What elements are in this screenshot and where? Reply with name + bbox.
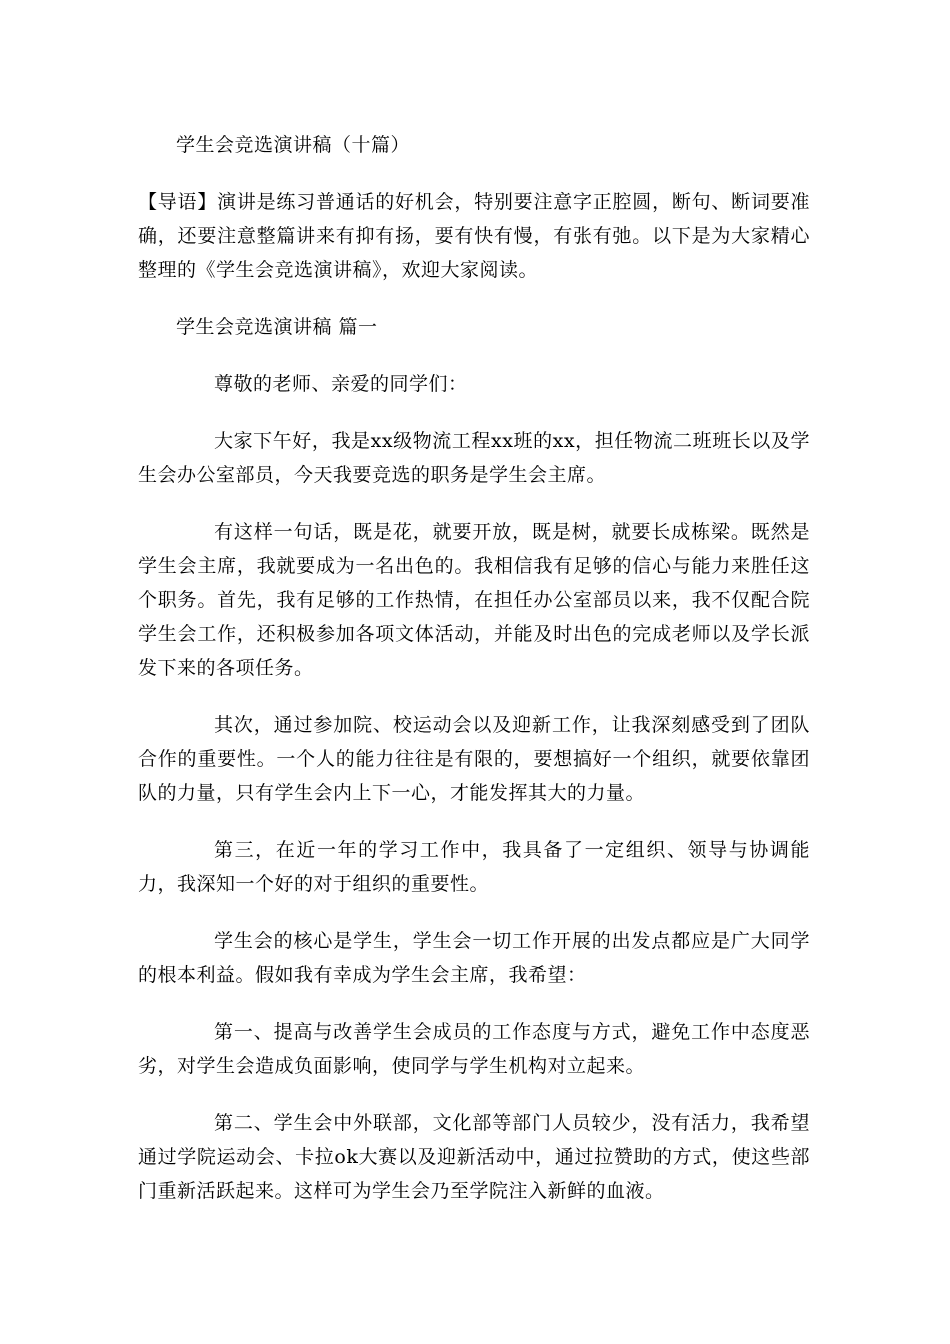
body-paragraph: 其次，通过参加院、校运动会以及迎新工作，让我深刻感受到了团队合作的重要性。一个人的能力往往是有限的，要想搞好一个组织，就要依靠团队的力量，只有学生会内上下一心，才能发挥其大的力量。: [138, 714, 810, 804]
document-body: [138, 128, 810, 1231]
document-title: 学生会竞选演讲稿（十篇）: [176, 134, 411, 156]
body-paragraph: 第二、学生会中外联部，文化部等部门人员较少，没有活力，我希望通过学院运动会、卡拉ok大赛以及迎新活动中，通过拉赞助的方式，使这些部门重新活跃起来。这样可为学生会乃至学院注入新鲜的血液。: [138, 1112, 810, 1202]
intro-paragraph: 【导语】演讲是练习普通话的好机会，特别要注意字正腔圆，断句、断词要准确，还要注意整篇讲来有抑有扬，要有快有慢，有张有弛。以下是为大家精心整理的《学生会竞选演讲稿》，欢迎大家阅读。: [138, 191, 810, 281]
body-paragraph: 学生会的核心是学生，学生会一切工作开展的出发点都应是广大同学的根本利益。假如我有幸成为学生会主席，我希望：: [138, 930, 810, 986]
body-paragraph: 第三，在近一年的学习工作中，我具备了一定组织、领导与协调能力，我深知一个好的对于组织的重要性。: [138, 839, 810, 895]
salutation: 尊敬的老师、亲爱的同学们：: [214, 373, 468, 395]
body-paragraph: 有这样一句话，既是花，就要开放，既是树，就要长成栋梁。既然是学生会主席，我就要成为一名出色的。我相信我有足够的信心与能力来胜任这个职务。首先，我有足够的工作热情，在担任办公室部员以来，我不仅配合院学生会工作，还积极参加各项文体活动，并能及时出色的完成老师以及学长派发下来的各项任务。: [138, 521, 810, 679]
section-heading: 学生会竞选演讲稿 篇一: [176, 316, 378, 338]
body-paragraph: 第一、提高与改善学生会成员的工作态度与方式，避免工作中态度恶劣，对学生会造成负面影响，使同学与学生机构对立起来。: [138, 1021, 810, 1077]
body-paragraph: 大家下午好，我是xx级物流工程xx班的xx，担任物流二班班长以及学生会办公室部员，今天我要竞选的职务是学生会主席。: [138, 430, 810, 486]
